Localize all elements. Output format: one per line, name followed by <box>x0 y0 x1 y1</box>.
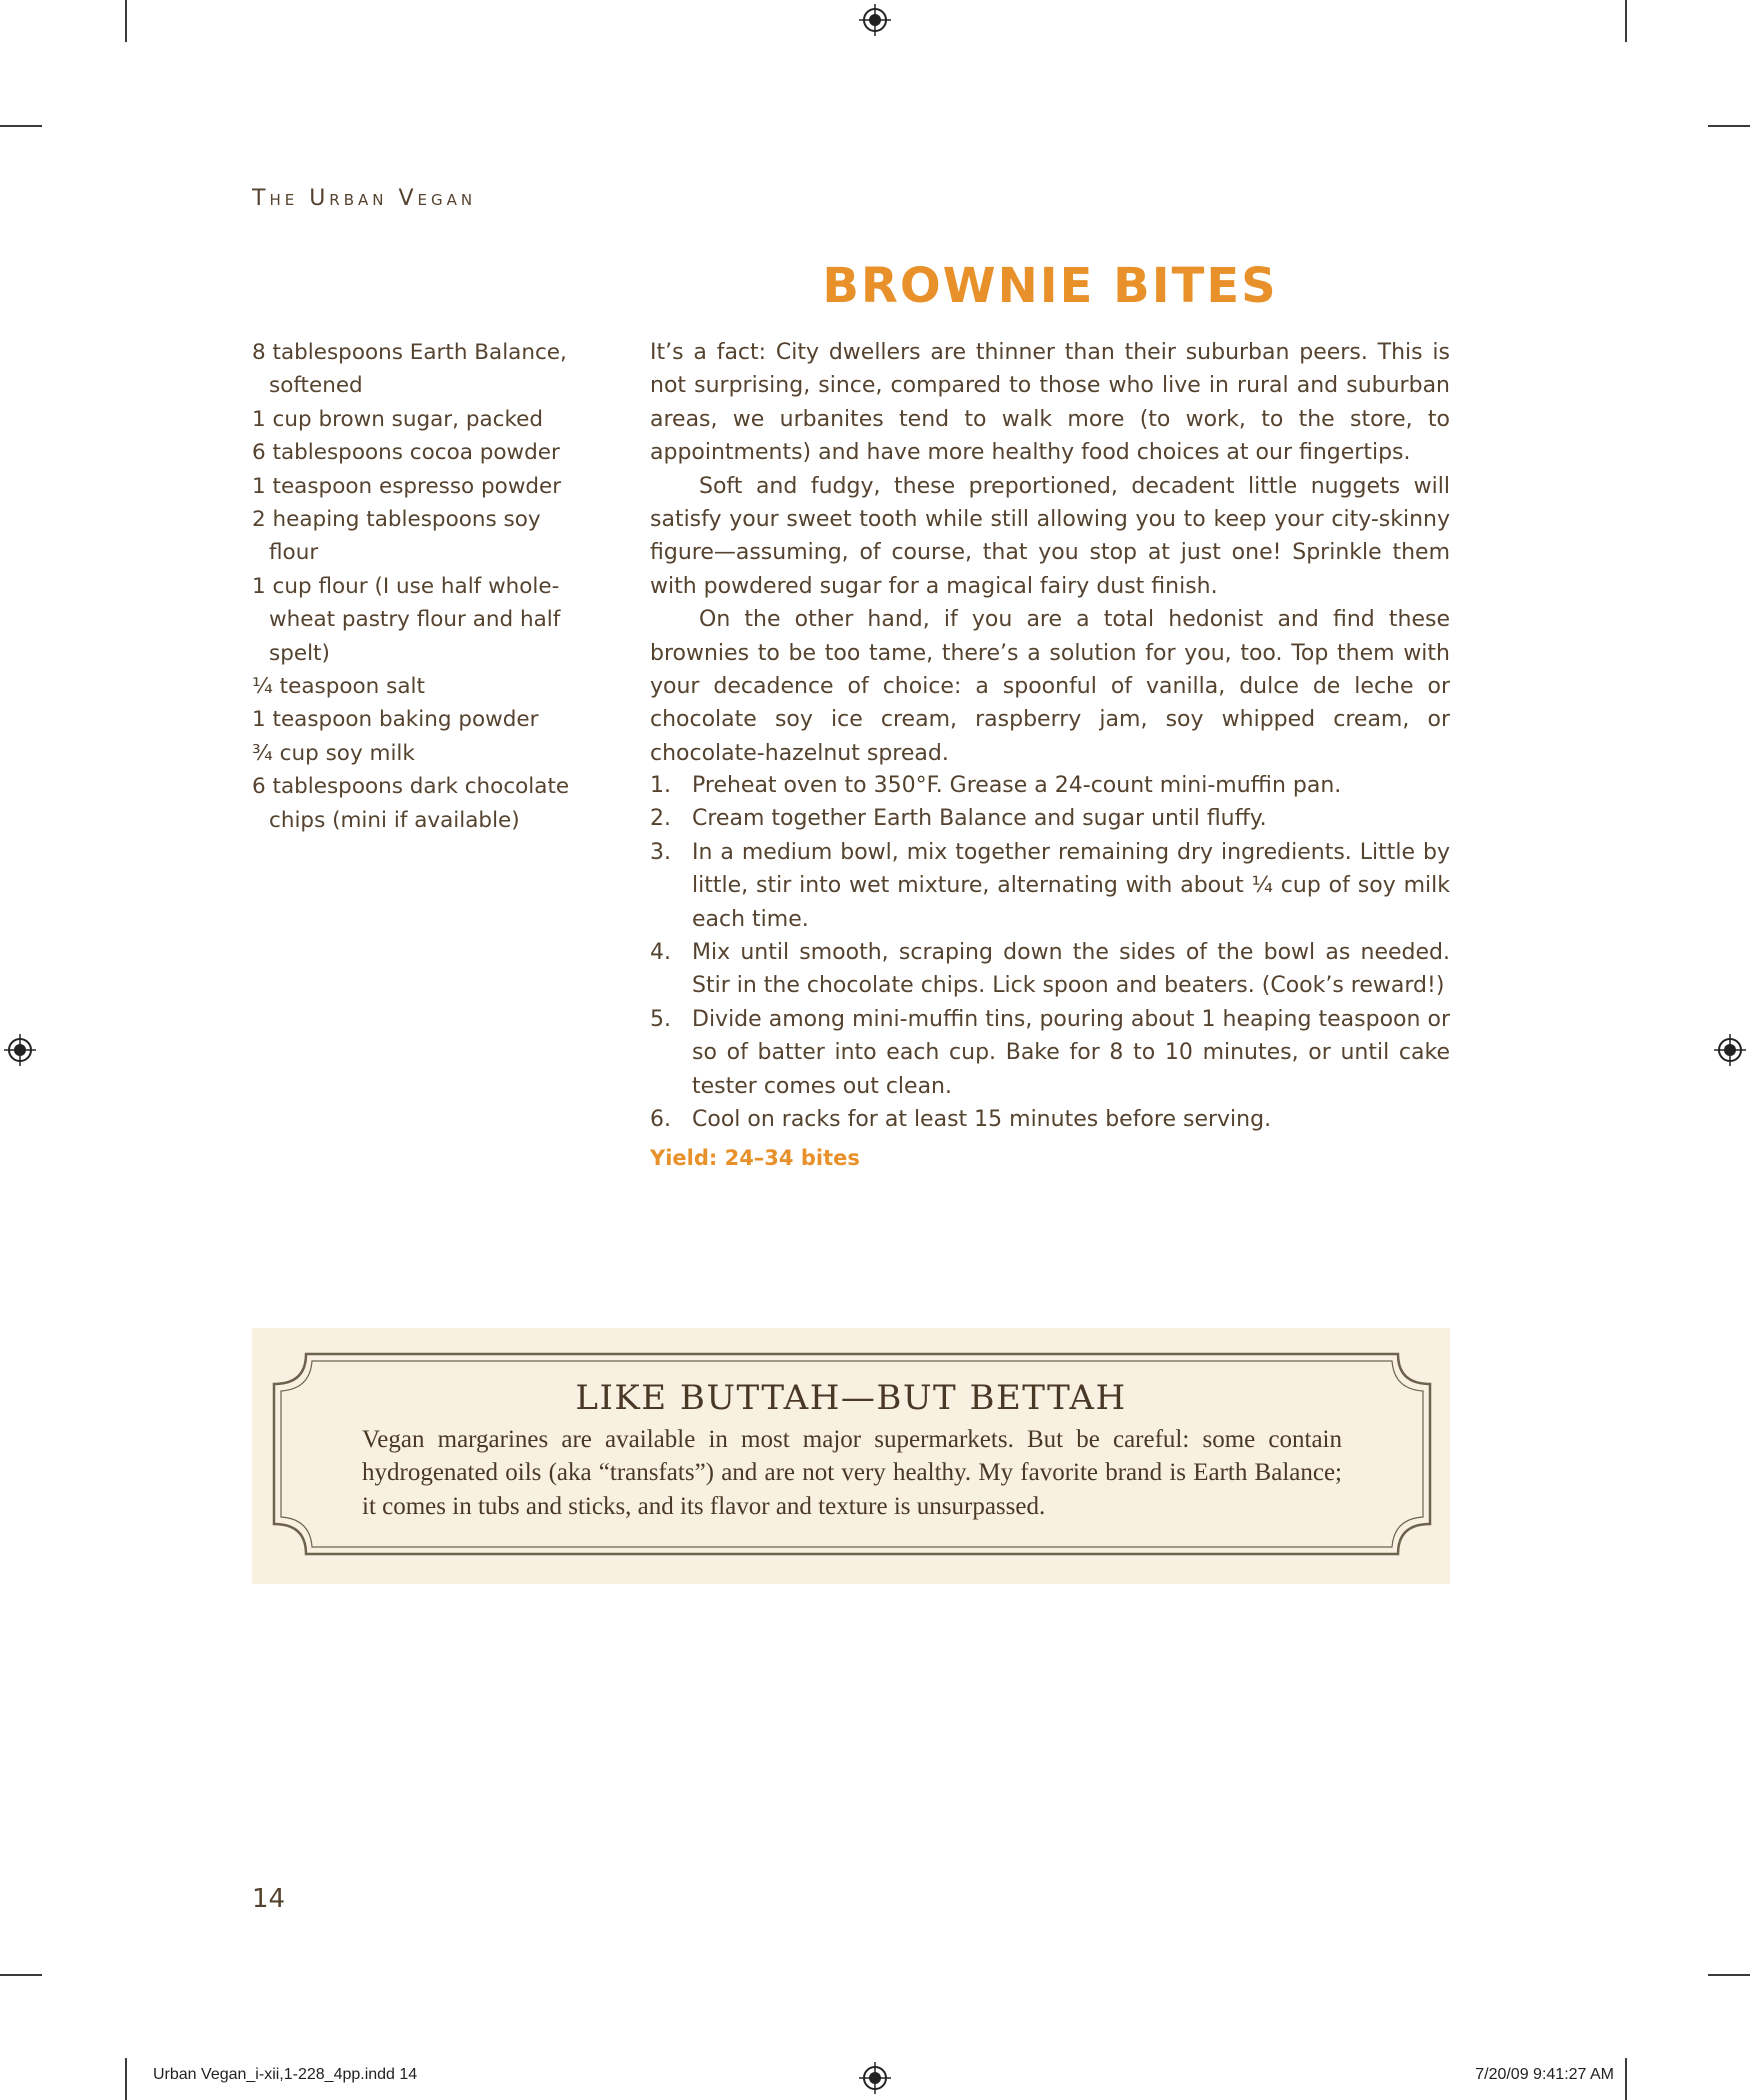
step-item <box>650 802 1450 835</box>
step-number: 1. <box>650 773 671 798</box>
step-number: 3. <box>650 839 671 865</box>
crop-mark <box>0 1974 42 1976</box>
step-item <box>650 1103 1450 1136</box>
step-number: 6. <box>650 1107 671 1133</box>
crop-mark <box>1708 1974 1750 1976</box>
registration-mark-icon <box>858 2061 892 2095</box>
intro-paragraph: It’s a fact: City dwellers are thinner than their suburban peers. This is not surprising, since, compared to those who live in rural and suburban areas, we urbanites tend to walk more (to work, to the store, to appointments) and have more healthy food choices at our fingertips. <box>650 340 1450 466</box>
step-item <box>650 769 1450 802</box>
ingredient-item: ¼ teaspoon salt <box>252 674 425 700</box>
ingredient-item: 8 tablespoons Earth Balance, softened <box>252 340 567 399</box>
step-item <box>650 836 1450 936</box>
ingredient-item: ¾ cup soy milk <box>252 740 415 766</box>
ingredient-item: 1 teaspoon baking powder <box>252 707 539 733</box>
crop-mark <box>1625 2058 1627 2100</box>
crop-mark <box>1708 125 1750 127</box>
step-item <box>650 936 1450 1003</box>
ingredient-item: 2 heaping tablespoons soy flour <box>252 507 541 566</box>
recipe-title: BROWNIE BITES <box>822 258 1278 314</box>
step-text: Cream together Earth Balance and sugar until fluffy. <box>692 806 1267 832</box>
sidebar-text: Vegan margarines are available in most major supermarkets. But be careful: some contain hydrogenated oils (aka “transfats”) and are not very healthy. My favorite brand is Earth Balance; it comes in tubs and sticks, and its flavor and texture is unsurpassed. <box>362 1426 1342 1520</box>
registration-mark-icon <box>3 1033 37 1067</box>
page-number: 14 <box>252 1884 286 1914</box>
ingredient-item: 1 cup flour (I use half whole-wheat pastry flour and half spelt) <box>252 573 561 666</box>
crop-mark <box>1625 0 1627 42</box>
step-text: In a medium bowl, mix together remaining dry ingredients. Little by little, stir into wet mixture, alternating with about ¼ cup of soy milk each time. <box>692 839 1450 932</box>
ingredient-item: 1 teaspoon espresso powder <box>252 473 562 499</box>
recipe-intro <box>650 336 1450 770</box>
running-head: The Urban Vegan <box>252 186 477 211</box>
step-number: 4. <box>650 940 671 966</box>
step-text: Mix until smooth, scraping down the sides of the bowl as needed. Stir in the chocolate chips. Lick spoon and beaters. (Cook’s reward!) <box>692 940 1450 999</box>
footer-timestamp: 7/20/09 9:41:27 AM <box>1475 2066 1614 2083</box>
recipe-steps <box>650 769 1450 1136</box>
ingredient-list <box>252 336 592 837</box>
crop-mark <box>125 0 127 42</box>
registration-mark-icon <box>1713 1033 1747 1067</box>
step-number: 5. <box>650 1006 671 1032</box>
ingredient-item: 1 cup brown sugar, packed <box>252 406 544 432</box>
registration-mark-icon <box>858 3 892 37</box>
step-number: 2. <box>650 806 671 832</box>
recipe-yield: Yield: 24–34 bites <box>650 1146 860 1170</box>
step-text: Divide among mini-muffin tins, pouring about 1 heaping teaspoon or so of batter into each cup. Bake for 8 to 10 minutes, or until cake tester comes out clean. <box>692 1006 1450 1099</box>
footer-file-slug: Urban Vegan_i-xii,1-228_4pp.indd 14 <box>153 2066 418 2083</box>
step-text: Cool on racks for at least 15 minutes before serving. <box>692 1107 1272 1133</box>
ingredient-item: 6 tablespoons dark chocolate chips (mini if available) <box>252 774 570 833</box>
crop-mark <box>125 2058 127 2100</box>
intro-paragraph: Soft and fudgy, these preportioned, decadent little nuggets will satisfy your sweet tooth while still allowing you to keep your city-skinny figure—assuming, of course, that you stop at just one! Sprinkle them with powdered sugar for a magical fairy dust finish. <box>650 473 1450 599</box>
intro-paragraph: On the other hand, if you are a total hedonist and find these brownies to be too tame, there’s a solution for you, too. Top them with your decadence of choice: a spoonful of vanilla, dulce de leche or chocolate soy ice cream, raspberry jam, soy whipped cream, or chocolate-hazelnut spread. <box>650 607 1450 766</box>
step-item <box>650 1003 1450 1103</box>
crop-mark <box>0 125 42 127</box>
sidebar-title: LIKE BUTTAH—BUT BETTAH <box>575 1378 1127 1418</box>
ingredient-item: 6 tablespoons cocoa powder <box>252 440 560 466</box>
step-text: Preheat oven to 350°F. Grease a 24-count mini-muffin pan. <box>692 773 1342 798</box>
